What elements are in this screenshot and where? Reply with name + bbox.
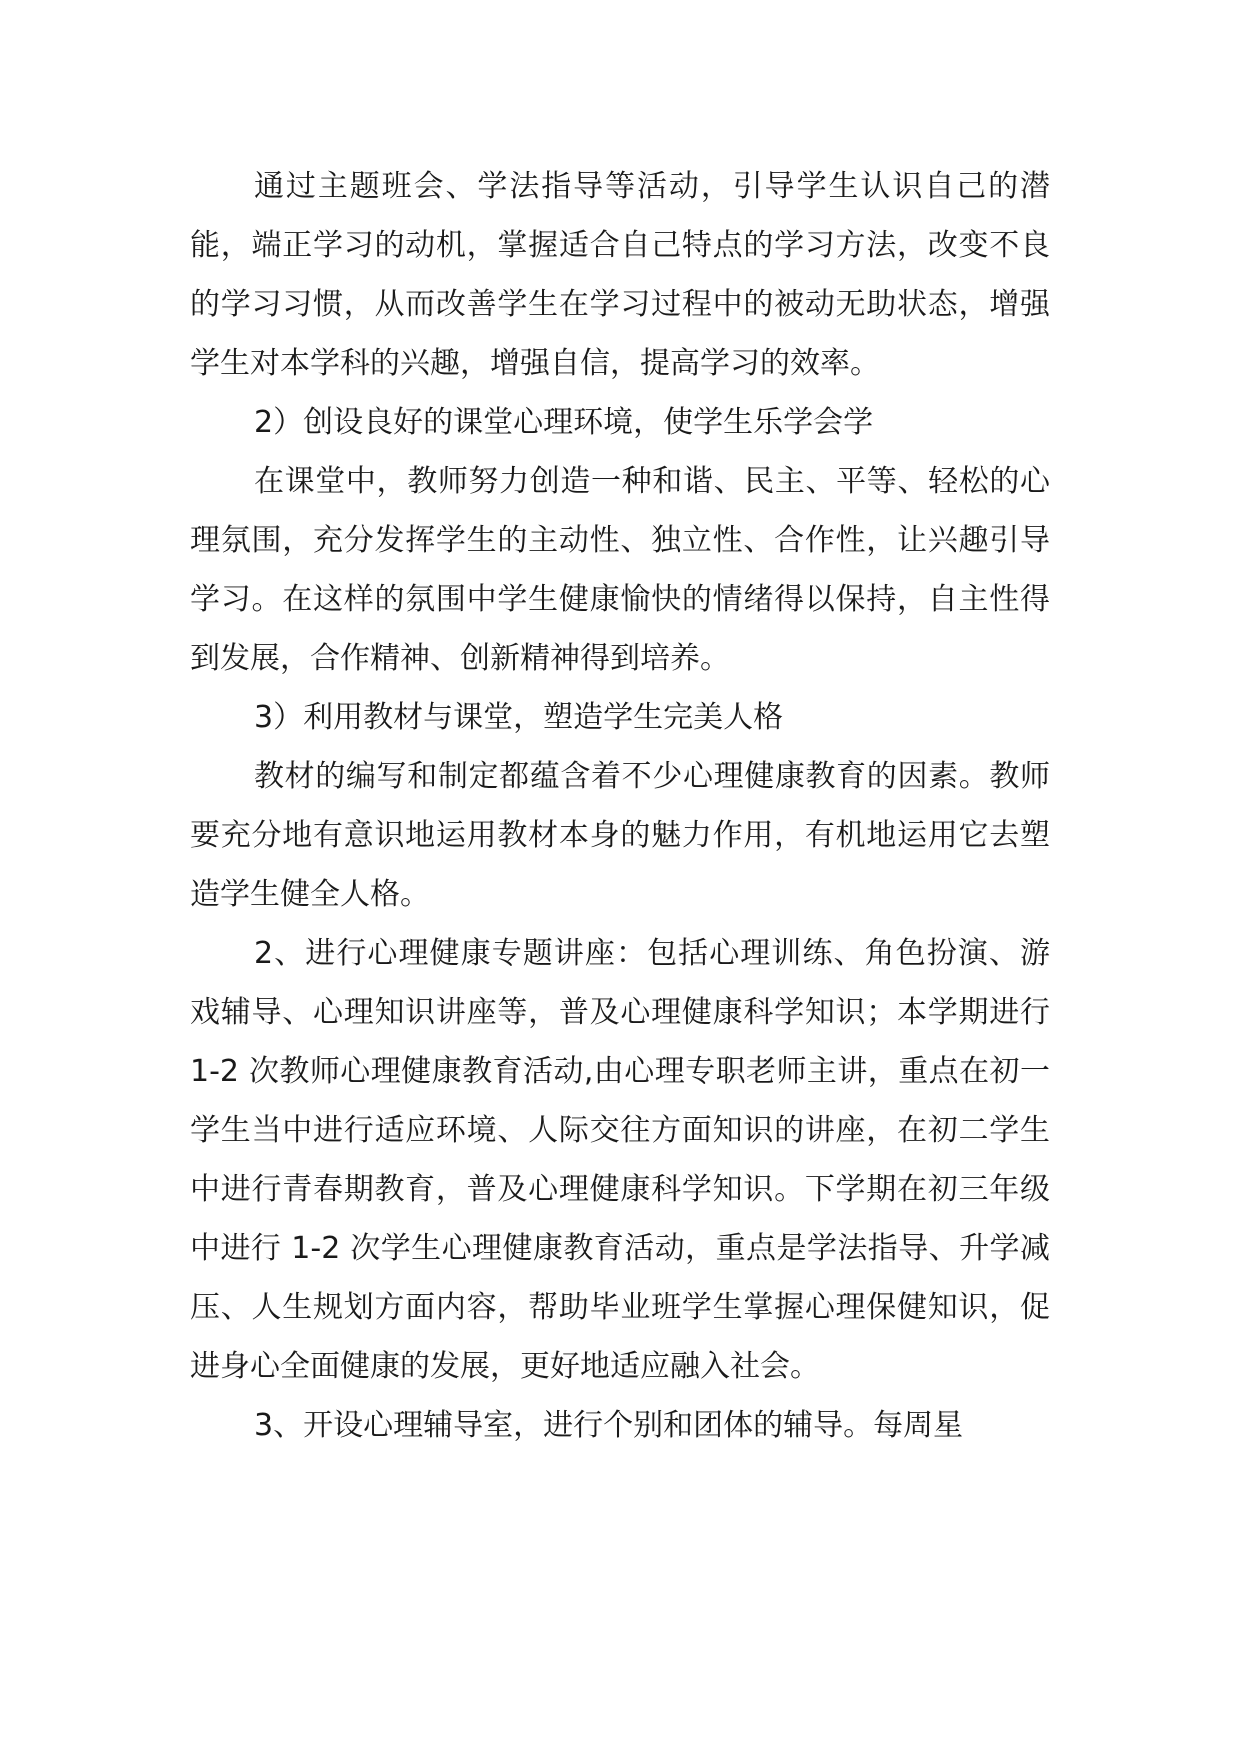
paragraph-mental-health-lectures: 2、进行心理健康专题讲座：包括心理训练、角色扮演、游戏辅导、心理知识讲座等，普及心理健康科学知识；本学期进行 1-2 次教师心理健康教育活动,由心理专职老师主讲，重点在初一学生当中进行适应环境、人际交往方面知识的讲座，在初二学生中进行青春期教育，普及心理健康科学知识。下学期在初三年级中进行 1-2 次学生心理健康教育活动，重点是学法指导、升学减压、人生规划方面内容，帮助毕业班学生掌握心理保健知识，促进身心全面健康的发展，更好地适应融入社会。 bbox=[190, 936, 1050, 1384]
paragraph-counseling-room: 3、开设心理辅导室，进行个别和团体的辅导。每周星 bbox=[254, 1408, 964, 1443]
paragraph-textbook-personality: 教材的编写和制定都蕴含着不少心理健康教育的因素。教师要充分地有意识地运用教材本身的魅力作用，有机地运用它去塑造学生健全人格。 bbox=[190, 759, 1050, 912]
paragraph-classroom-environment: 在课堂中，教师努力创造一种和谐、民主、平等、轻松的心理氛围，充分发挥学生的主动性、独立性、合作性，让兴趣引导学习。在这样的氛围中学生健康愉快的情绪得以保持，自主性得到发展，合作精神、创新精神得到培养。 bbox=[190, 464, 1050, 676]
document-body bbox=[190, 157, 1050, 1455]
heading-textbook-personality: 3）利用教材与课堂，塑造学生完美人格 bbox=[254, 700, 784, 735]
heading-classroom-environment: 2）创设良好的课堂心理环境，使学生乐学会学 bbox=[254, 405, 874, 440]
paragraph-learning-guidance: 通过主题班会、学法指导等活动，引导学生认识自己的潜能，端正学习的动机，掌握适合自己特点的学习方法，改变不良的学习习惯，从而改善学生在学习过程中的被动无助状态，增强学生对本学科的兴趣，增强自信，提高学习的效率。 bbox=[190, 169, 1050, 381]
